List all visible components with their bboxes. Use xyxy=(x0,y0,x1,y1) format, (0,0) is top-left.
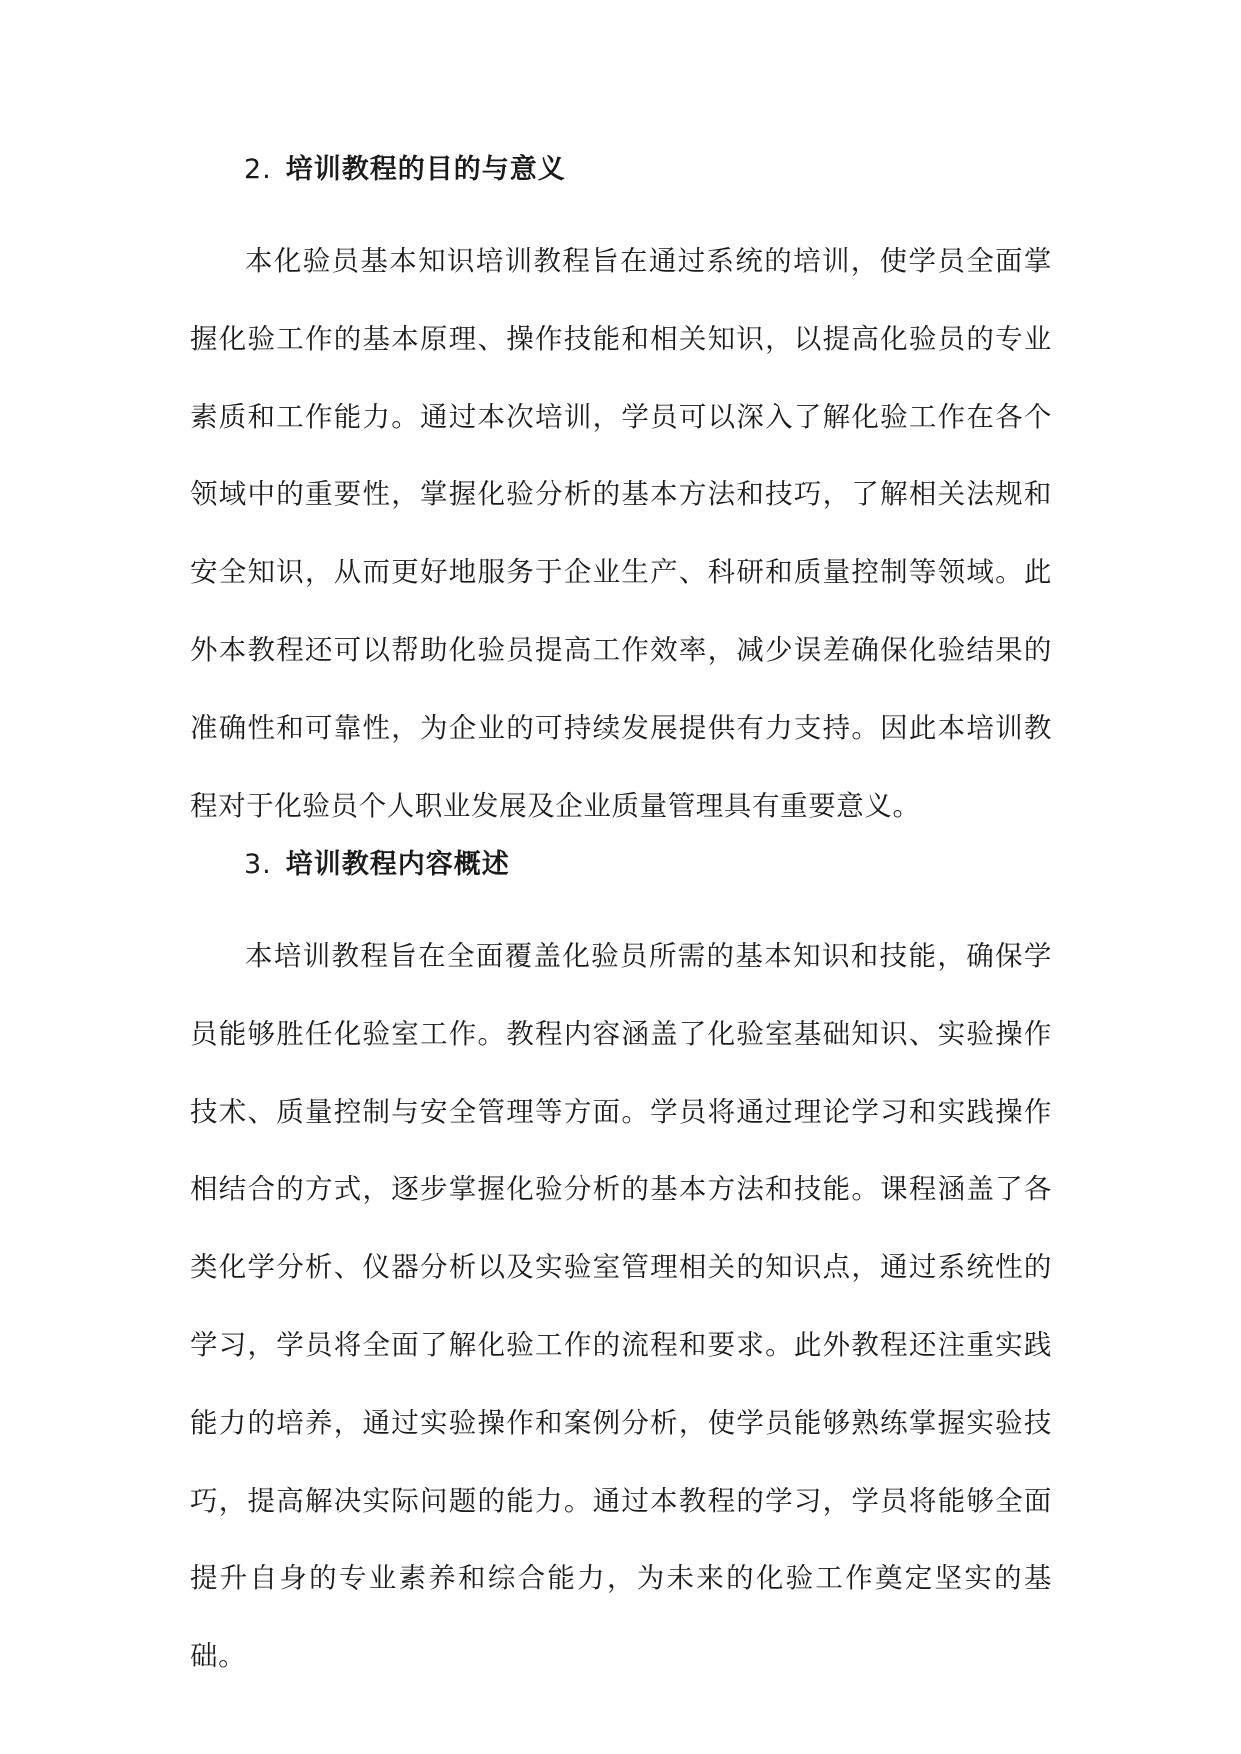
section-number: 3. xyxy=(244,849,272,880)
section-title: 培训教程的目的与意义 xyxy=(285,154,566,185)
section-heading-purpose xyxy=(190,138,566,202)
section-title: 培训教程内容概述 xyxy=(285,849,510,880)
section-paragraph-purpose: 本化验员基本知识培训教程旨在通过系统的培训，使学员全面掌握化验工作的基本原理、操作技能和相关知识，以提高化验员的专业素质和工作能力。通过本次培训，学员可以深入了解化验工作在各个领域中的重要性，掌握化验分析的基本方法和技巧，了解相关法规和安全知识，从而更好地服务于企业生产、科研和质量控制等领域。此外本教程还可以帮助化验员提高工作效率，减少误差确保化验结果的准确性和可靠性，为企业的可持续发展提供有力支持。因此本培训教程对于化验员个人职业发展及企业质量管理具有重要意义。 xyxy=(190,245,1052,822)
section-number: 2. xyxy=(244,154,272,185)
section-heading-overview xyxy=(190,833,510,897)
section-paragraph-overview: 本培训教程旨在全面覆盖化验员所需的基本知识和技能，确保学员能够胜任化验室工作。教程内容涵盖了化验室基础知识、实验操作技术、质量控制与安全管理等方面。学员将通过理论学习和实践操作相结合的方式，逐步掌握化验分析的基本方法和技能。课程涵盖了各类化学分析、仪器分析以及实验室管理相关的知识点，通过系统性的学习，学员将全面了解化验工作的流程和要求。此外教程还注重实践能力的培养，通过实验操作和案例分析，使学员能够熟练掌握实验技巧，提高解决实际问题的能力。通过本教程的学习，学员将能够全面提升自身的专业素养和综合能力，为未来的化验工作奠定坚实的基础。 xyxy=(190,940,1052,1673)
